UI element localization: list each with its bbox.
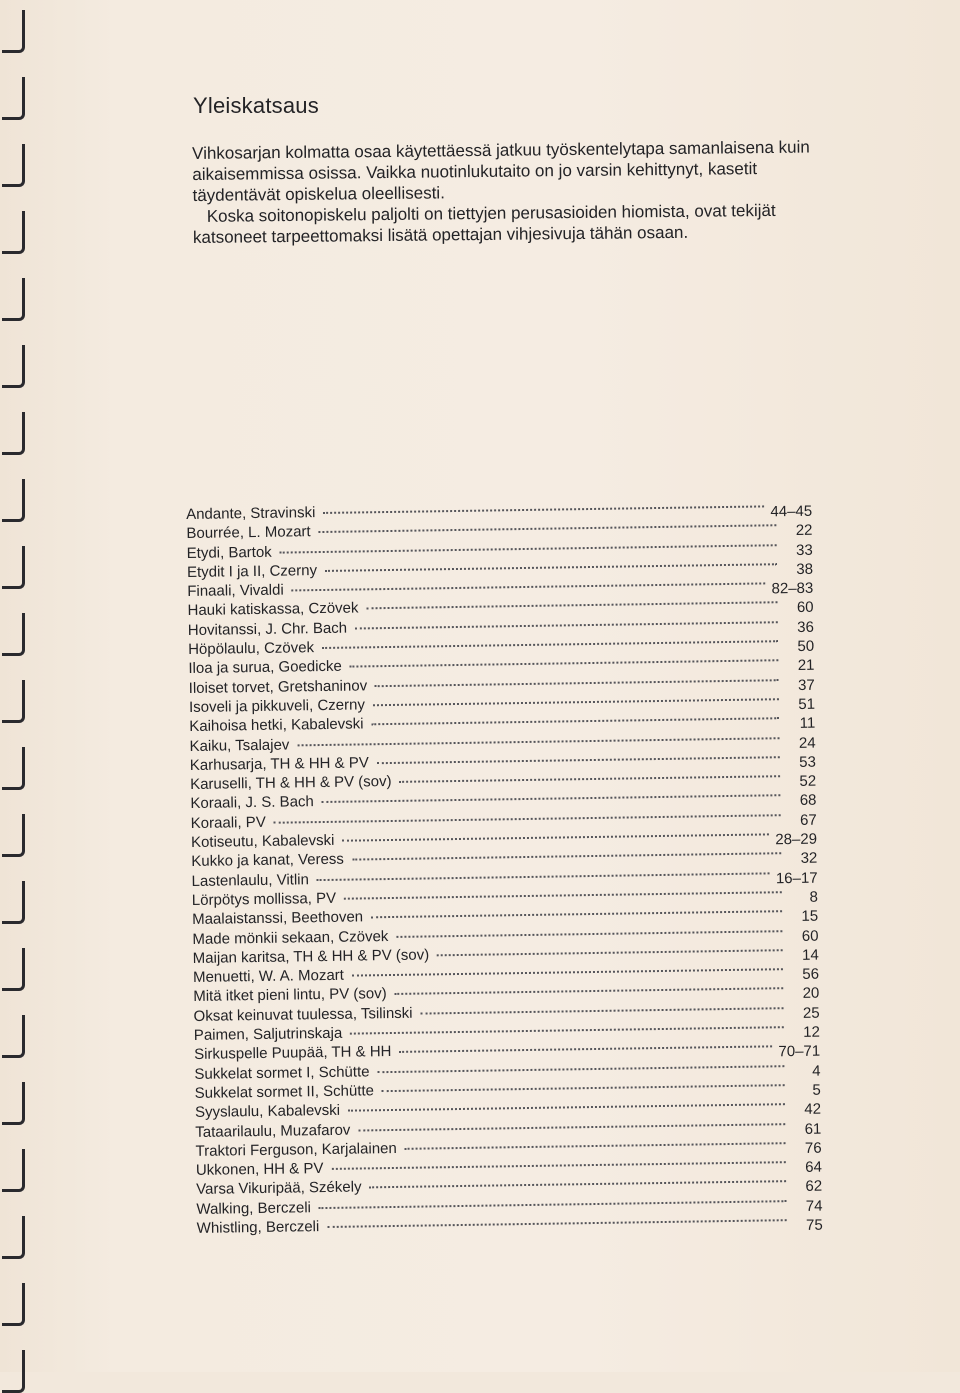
dot-leader <box>322 634 778 649</box>
index-entry-title: Sukkelat sormet I, Schütte <box>194 1062 370 1083</box>
dot-leader <box>297 731 779 746</box>
dot-leader <box>323 499 764 514</box>
index-entry-title: Made mönkii sekaan, Czövek <box>192 927 389 948</box>
intro-text <box>192 136 833 248</box>
index-entry-page: 60 <box>796 599 814 617</box>
index-entry-page: 32 <box>800 850 818 868</box>
index-entry-title: Lörpötys mollissa, PV <box>191 889 337 909</box>
index-entry-page: 51 <box>798 695 816 713</box>
index-entry-title: Etydi, Bartok <box>186 543 272 562</box>
index-entry-title: Kotiseutu, Kabalevski <box>190 831 335 852</box>
binding-ring <box>2 948 25 991</box>
index-entry-title: Kaiku, Tsalajev <box>189 736 290 755</box>
index-entry-page: 22 <box>795 522 813 540</box>
index-entry-page: 67 <box>799 811 817 829</box>
dot-leader <box>348 1097 785 1111</box>
binding-ring <box>2 1149 25 1192</box>
dot-leader <box>331 1155 786 1170</box>
index-entry-title: Isoveli ja pikkuveli, Czerny <box>188 696 366 716</box>
index-entry-page: 82–83 <box>771 579 814 598</box>
dot-leader <box>342 827 769 841</box>
index-entry-title: Iloa ja surua, Goedicke <box>188 658 342 678</box>
index-entry-page: 61 <box>804 1120 822 1138</box>
index-entry-page: 68 <box>799 792 817 810</box>
dot-leader <box>325 557 777 572</box>
index-entry-title: Etydit I ja II, Czerny <box>186 561 318 581</box>
index-entry-title: Traktori Ferguson, Karjalainen <box>195 1139 397 1160</box>
index-entry-page: 24 <box>798 734 816 752</box>
binding-ring <box>2 1216 25 1259</box>
intro-paragraph-1: Vihkosarjan kolmatta osaa käytettäessä jatkuu työskentelytapa samanlaisena kuin aikaisemmissa osissa. Vaikka nuotinlukutaito on jo varsin kehittynyt, kasetit täydentävät opiskelua oleellisesti. <box>192 137 810 205</box>
index-entry-page: 74 <box>805 1197 823 1215</box>
index-entry-page: 36 <box>797 618 815 636</box>
binding-ring <box>2 881 25 924</box>
index-entry-title: Oksat keinuvat tuulessa, Tsilinski <box>193 1004 413 1025</box>
index-entry-page: 75 <box>805 1216 823 1234</box>
index-entry-page: 56 <box>802 965 820 984</box>
index-entry-page: 21 <box>797 657 815 675</box>
index-entry-page: 28–29 <box>775 830 818 849</box>
index-entry-title: Karuselli, TH & HH & PV (sov) <box>190 773 392 794</box>
index-entry-title: Hauki katiskassa, Czövek <box>187 599 359 620</box>
binding-ring <box>2 613 25 656</box>
binding-ring <box>2 10 25 53</box>
binding-ring <box>2 1283 25 1326</box>
dot-leader <box>327 1213 787 1228</box>
dot-leader <box>319 1194 787 1209</box>
index-entry-title: Whistling, Berczeli <box>196 1218 320 1237</box>
index-entry-title: Höpölaulu, Czövek <box>188 639 315 659</box>
index-entry-title: Kukko ja kanat, Veress <box>191 851 344 871</box>
dot-leader <box>369 1175 786 1189</box>
index-entry-page: 12 <box>803 1023 821 1041</box>
dot-leader <box>382 1078 785 1092</box>
binding-ring <box>2 412 25 455</box>
dot-leader <box>405 1136 786 1150</box>
index-entry-title: Koraali, J. S. Bach <box>190 793 314 813</box>
index-entry-title: Syyslaulu, Kabalevski <box>194 1101 341 1122</box>
index-entry-page: 37 <box>797 676 815 694</box>
dot-leader <box>352 847 781 861</box>
index-entry-title: Kaihoisa hetki, Kabalevski <box>189 715 364 736</box>
dot-leader <box>371 711 779 725</box>
index-entry-page: 62 <box>805 1178 823 1196</box>
index-entry-page: 42 <box>804 1100 822 1119</box>
index-list <box>186 496 823 1238</box>
binding-ring <box>2 345 25 388</box>
index-entry-page: 70–71 <box>778 1042 821 1061</box>
dot-leader <box>437 943 783 956</box>
index-entry-page: 5 <box>812 1081 821 1099</box>
binding-ring <box>2 546 25 589</box>
index-entry-page: 16–17 <box>775 869 818 887</box>
dot-leader <box>399 1040 772 1054</box>
binding-ring <box>2 77 25 120</box>
index-entry-title: Karhusarja, TH & HH & PV <box>189 754 369 774</box>
binding-ring <box>2 211 25 254</box>
index-entry-page: 14 <box>801 946 819 964</box>
intro-paragraph-2: Koska soitonopiskelu paljolti on tiettyjen perusasioiden hiomista, ovat tekijät katsoneet tarpeettomaksi lisätä opettajan vihjesivuja tähän osaan. <box>192 200 776 247</box>
index-entry-page: 20 <box>802 985 820 1003</box>
index-entry-page: 8 <box>809 888 819 906</box>
index-entry-title: Menuetti, W. A. Mozart <box>192 966 345 987</box>
binding-ring <box>2 680 25 723</box>
dot-leader <box>395 982 784 996</box>
index-entry-page: 60 <box>801 927 819 945</box>
dot-leader <box>371 904 782 918</box>
spiral-binding <box>0 0 30 1372</box>
index-entry-page: 38 <box>796 560 814 578</box>
index-entry-title: Hovitanssi, J. Chr. Bach <box>187 619 348 639</box>
dot-leader <box>375 673 779 687</box>
index-entry-title: Sukkelat sormet II, Schütte <box>194 1082 375 1102</box>
index-entry-title: Finaali, Vivaldi <box>187 581 284 601</box>
binding-ring <box>2 814 25 857</box>
dot-leader <box>292 577 766 592</box>
index-entry-title: Koraali, PV <box>190 813 266 832</box>
index-entry-page: 44–45 <box>770 502 813 521</box>
index-entry-title: Maalaistanssi, Beethoven <box>192 908 364 929</box>
index-entry-page: 11 <box>799 714 816 733</box>
page-title: Yleiskatsaus <box>193 93 319 118</box>
index-entry-page: 64 <box>805 1158 823 1176</box>
dot-leader <box>377 1059 784 1073</box>
index-entry-title: Mitä itket pieni lintu, PV (sov) <box>193 985 387 1006</box>
index-entry-page: 53 <box>799 753 817 771</box>
index-entry-title: Maijan karitsa, TH & HH & PV (sov) <box>192 946 430 967</box>
index-entry-title: Lastenlaulu, Vitlin <box>191 870 310 890</box>
binding-ring <box>2 278 25 321</box>
index-entry-page: 33 <box>795 541 813 559</box>
dot-leader <box>366 596 777 610</box>
index-entry-page: 76 <box>804 1139 822 1157</box>
index-entry-page: 52 <box>799 772 817 791</box>
index-entry-title: Andante, Stravinski <box>186 504 316 523</box>
dot-leader <box>317 866 770 881</box>
index-entry-title: Iloiset torvet, Gretshaninov <box>188 677 368 697</box>
dot-leader <box>280 538 777 553</box>
index-entry-title: Ukkonen, HH & PV <box>195 1160 324 1180</box>
binding-ring <box>2 144 25 187</box>
index-entry-title: Tataarilaulu, Muzafarov <box>195 1121 351 1141</box>
dot-leader <box>350 654 779 668</box>
dot-leader <box>377 750 780 764</box>
dot-leader <box>358 1117 785 1131</box>
dot-leader <box>420 1001 783 1014</box>
dot-leader <box>319 519 777 534</box>
binding-ring <box>2 1015 25 1058</box>
dot-leader <box>373 692 779 706</box>
index-entry-title: Paimen, Saljutrinskaja <box>193 1024 343 1044</box>
dot-leader <box>344 885 782 899</box>
index-entry-page: 25 <box>802 1004 820 1022</box>
binding-ring <box>2 1082 25 1125</box>
dot-leader <box>355 615 778 629</box>
dot-leader <box>396 924 782 938</box>
index-entry-page: 4 <box>811 1062 821 1080</box>
index-entry-page: 15 <box>801 907 819 926</box>
dot-leader <box>399 769 780 783</box>
binding-ring <box>2 479 25 522</box>
index-entry-title: Walking, Berczeli <box>196 1198 312 1218</box>
index-entry-title: Sirkuspelle Puupää, TH & HH <box>194 1043 392 1064</box>
index-entry-title: Bourrée, L. Mozart <box>186 523 311 543</box>
dot-leader <box>350 1020 784 1034</box>
index-entry-page: 50 <box>797 637 815 656</box>
index-entry-title: Varsa Vikuripää, Székely <box>196 1178 362 1199</box>
binding-ring <box>2 747 25 790</box>
